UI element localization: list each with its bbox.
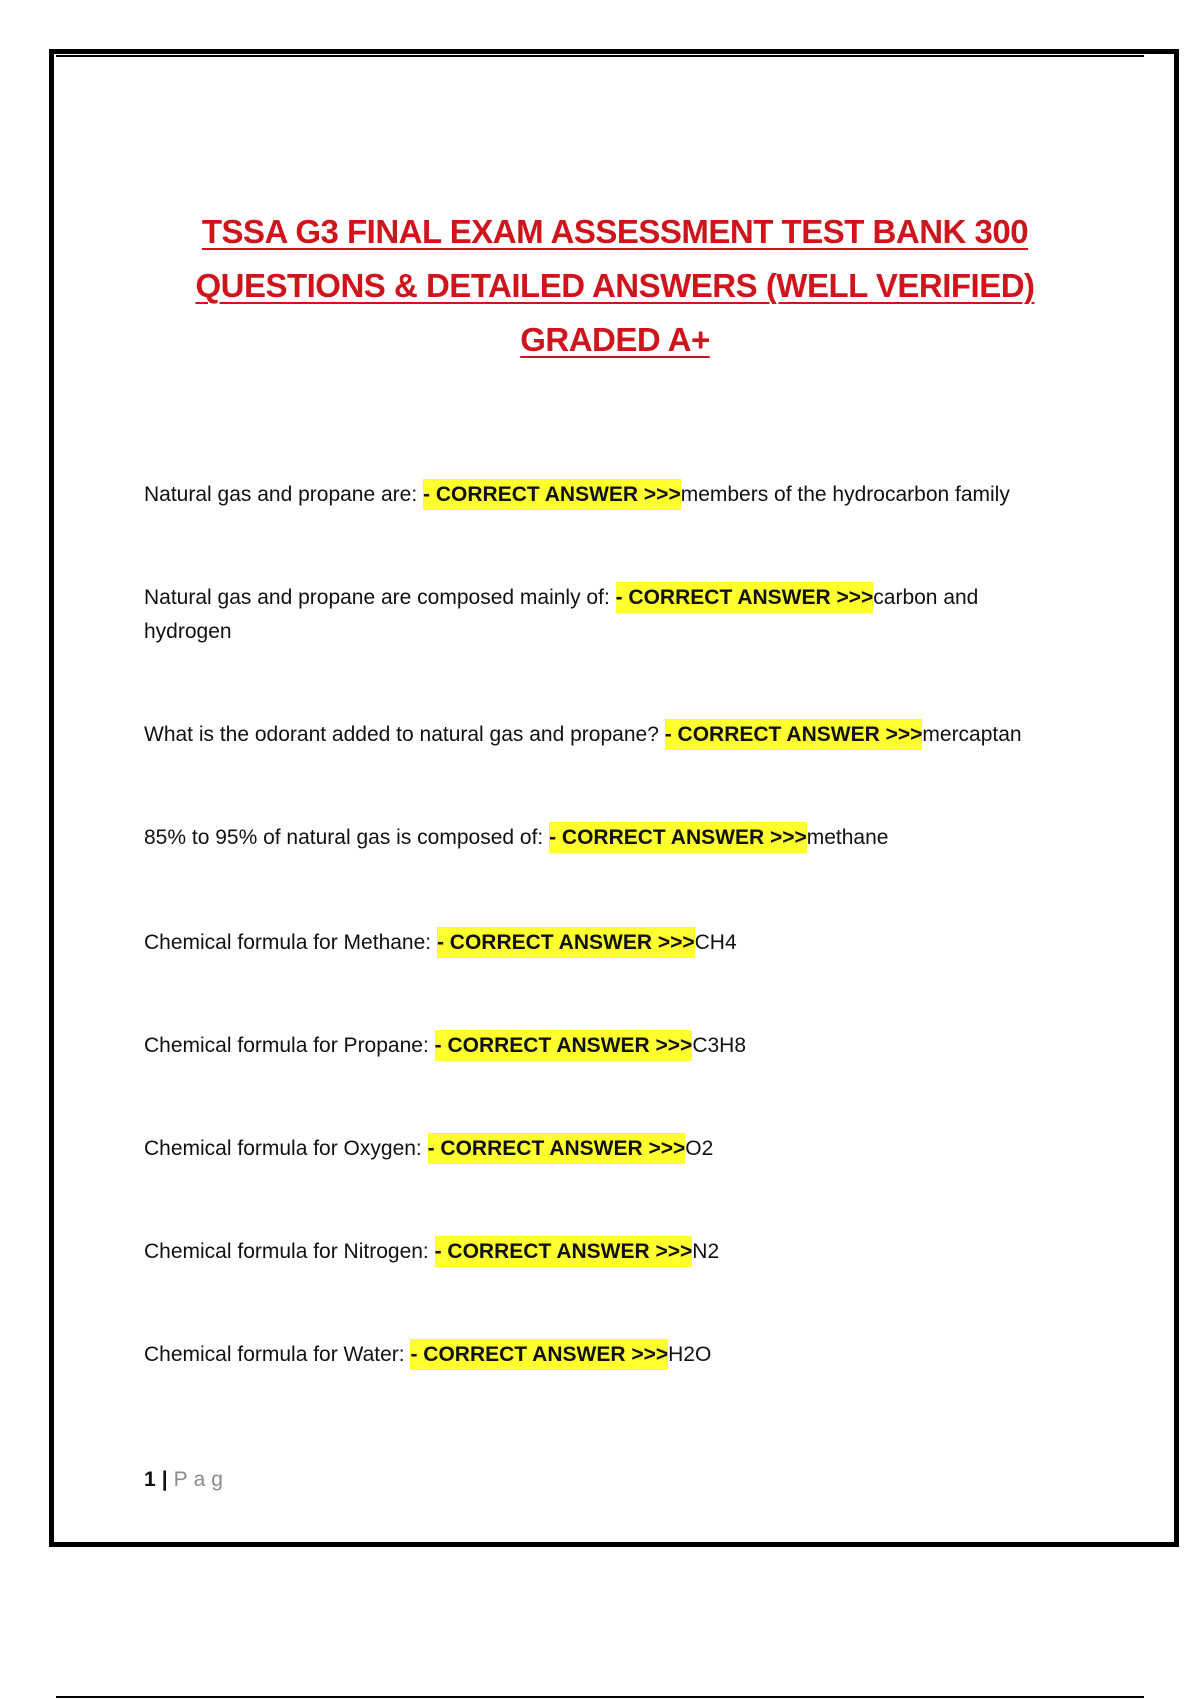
question-text: Chemical formula for Water: <box>144 1343 411 1366</box>
qa-item <box>144 926 1064 960</box>
answer-marker: - CORRECT ANSWER >>> <box>423 479 681 510</box>
qa-item <box>144 821 1064 855</box>
answer-text: methane <box>806 826 889 849</box>
qa-item <box>144 478 1064 512</box>
title-line-3: GRADED A+ <box>520 321 710 358</box>
question-text: Natural gas and propane are: <box>144 483 424 506</box>
answer-text: H2O <box>668 1343 712 1366</box>
question-text: 85% to 95% of natural gas is composed of: <box>144 826 550 849</box>
top-rule <box>56 55 1144 57</box>
title-line-2: QUESTIONS & DETAILED ANSWERS (WELL VERIFIED) <box>195 267 1035 304</box>
answer-text: O2 <box>685 1137 714 1160</box>
answer-marker: - CORRECT ANSWER >>> <box>410 1339 668 1370</box>
answer-marker: - CORRECT ANSWER >>> <box>616 582 874 613</box>
answer-marker: - CORRECT ANSWER >>> <box>428 1133 686 1164</box>
answer-text: CH4 <box>694 931 737 954</box>
document-title <box>140 205 1090 367</box>
question-text: Chemical formula for Oxygen: <box>144 1137 428 1160</box>
answer-marker: - CORRECT ANSWER >>> <box>435 1030 693 1061</box>
answer-text: C3H8 <box>692 1034 747 1057</box>
qa-item <box>144 1235 1064 1269</box>
footer-separator: | <box>161 1468 168 1491</box>
answer-text: carbon and hydrogen <box>144 586 979 643</box>
answer-marker: - CORRECT ANSWER >>> <box>549 822 807 853</box>
answer-text: members of the hydrocarbon family <box>680 483 1010 506</box>
qa-item <box>144 1338 1064 1372</box>
answer-marker: - CORRECT ANSWER >>> <box>437 927 695 958</box>
question-text: Chemical formula for Nitrogen: <box>144 1240 435 1263</box>
qa-item <box>144 718 1064 752</box>
qa-item <box>144 1132 1064 1166</box>
qa-item <box>144 1029 1064 1063</box>
question-text: Chemical formula for Propane: <box>144 1034 435 1057</box>
page-number: 1 <box>144 1468 156 1491</box>
page-label: Pag <box>173 1468 229 1491</box>
page-footer <box>144 1468 229 1492</box>
question-text: Natural gas and propane are composed mainly of: <box>144 586 616 609</box>
question-text: Chemical formula for Methane: <box>144 931 437 954</box>
title-line-1: TSSA G3 FINAL EXAM ASSESSMENT TEST BANK 300 <box>201 213 1029 250</box>
bottom-rule <box>56 1696 1144 1698</box>
answer-marker: - CORRECT ANSWER >>> <box>435 1236 693 1267</box>
answer-text: mercaptan <box>922 723 1022 746</box>
answer-text: N2 <box>692 1240 720 1263</box>
qa-item <box>144 581 1024 649</box>
answer-marker: - CORRECT ANSWER >>> <box>665 719 923 750</box>
question-text: What is the odorant added to natural gas and propane? <box>144 723 665 746</box>
